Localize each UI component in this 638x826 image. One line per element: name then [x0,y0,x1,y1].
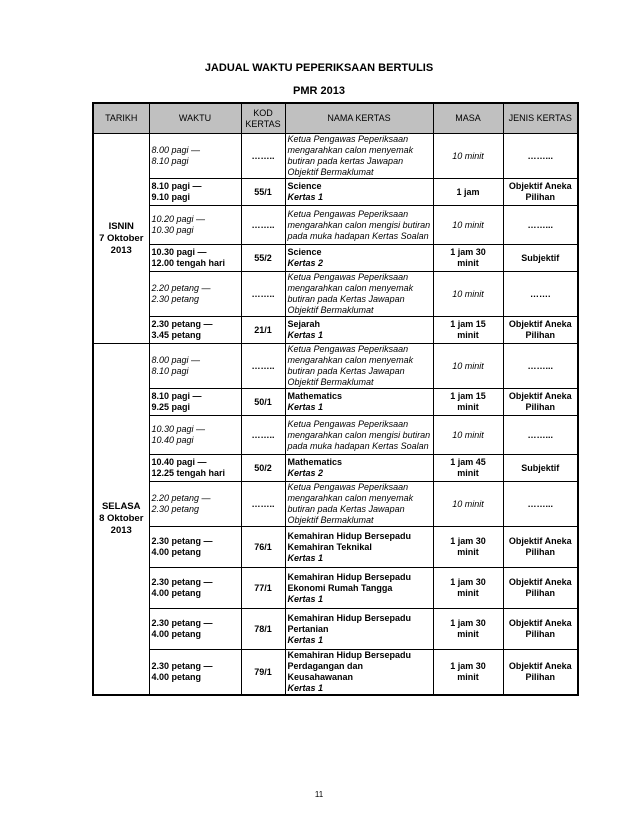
exam-timetable [92,102,579,696]
jenis-kertas-cell: Objektif Aneka Pilihan [503,179,578,206]
subject-name: Science [287,181,322,191]
jenis-kertas-cell: Subjektif [503,455,578,482]
nama-kertas-cell: Ketua Pengawas Peperiksaan mengarahkan calon mengisi butiran pada muka hadapan Kertas Soalan [285,416,433,455]
nama-kertas-cell: Ketua Pengawas Peperiksaan mengarahkan calon menyemak butiran pada Kertas Jawapan Objektif Bermaklumat [285,482,433,527]
jenis-kertas-cell: ……... [503,134,578,179]
waktu-cell: 10.40 pagi — 12.25 tengah hari [149,455,241,482]
waktu-cell: 8.10 pagi — 9.25 pagi [149,389,241,416]
waktu-cell: 2.30 petang — 4.00 petang [149,650,241,696]
jenis-kertas-cell: Objektif Aneka Pilihan [503,527,578,568]
table-row [93,455,578,482]
kod-cell: 55/1 [241,179,285,206]
table-row [93,416,578,455]
header-row [93,103,578,134]
header-kod-kertas: KOD KERTAS [241,103,285,134]
kod-cell: 79/1 [241,650,285,696]
masa-cell: 1 jam 45 minit [433,455,503,482]
kod-cell: 76/1 [241,527,285,568]
kod-cell: …….. [241,206,285,245]
masa-cell: 10 minit [433,482,503,527]
paper-number: Kertas 1 [287,552,324,563]
masa-cell: 1 jam 30 minit [433,609,503,650]
table-row [93,650,578,696]
table-row [93,317,578,344]
masa-cell: 10 minit [433,134,503,179]
kod-cell: 55/2 [241,245,285,272]
nama-kertas-cell [285,455,433,482]
table-row [93,609,578,650]
nama-kertas-cell: Ketua Pengawas Peperiksaan mengarahkan calon menyemak butiran pada Kertas Jawapan Objektif Bermaklumat [285,272,433,317]
waktu-cell: 2.20 petang — 2.30 petang [149,482,241,527]
nama-kertas-cell [285,568,433,609]
nama-kertas-cell: Ketua Pengawas Peperiksaan mengarahkan calon mengisi butiran pada muka hadapan Kertas Soalan [285,206,433,245]
kod-cell: …….. [241,272,285,317]
waktu-cell: 2.30 petang — 4.00 petang [149,609,241,650]
nama-kertas-cell: Ketua Pengawas Peperiksaan mengarahkan calon menyemak butiran pada Kertas Jawapan Objektif Bermaklumat [285,344,433,389]
nama-kertas-cell [285,317,433,344]
jenis-kertas-cell: Objektif Aneka Pilihan [503,568,578,609]
masa-cell: 1 jam [433,179,503,206]
waktu-cell: 2.20 petang — 2.30 petang [149,272,241,317]
jenis-kertas-cell: ……... [503,344,578,389]
waktu-cell: 2.30 petang — 3.45 petang [149,317,241,344]
subject-name: Science [287,247,322,257]
subject-name: Mathematics [287,391,343,401]
paper-number: Kertas 2 [287,468,324,478]
nama-kertas-cell [285,609,433,650]
paper-number: Kertas 2 [287,258,324,268]
table-row [93,568,578,609]
table-row [93,344,578,389]
table-row [93,389,578,416]
jenis-kertas-cell: ……... [503,482,578,527]
waktu-cell: 2.30 petang — 4.00 petang [149,568,241,609]
paper-number: Kertas 1 [287,330,324,340]
jenis-kertas-cell: Objektif Aneka Pilihan [503,650,578,696]
subject-name: Mathematics [287,457,343,467]
date-cell: ISNIN 7 Oktober 2013 [93,134,149,344]
paper-number: Kertas 1 [287,683,324,693]
table-row [93,482,578,527]
header-masa: MASA [433,103,503,134]
waktu-cell: 2.30 petang — 4.00 petang [149,527,241,568]
nama-kertas-cell [285,650,433,696]
masa-cell: 10 minit [433,416,503,455]
table-row [93,179,578,206]
kod-cell: …….. [241,134,285,179]
masa-cell: 1 jam 30 minit [433,650,503,696]
kod-cell: 78/1 [241,609,285,650]
subject-name: Kemahiran Hidup Bersepadu Perdagangan dan Keusahawanan [287,650,412,682]
jenis-kertas-cell: Objektif Aneka Pilihan [503,609,578,650]
jenis-kertas-cell: Objektif Aneka Pilihan [503,389,578,416]
kod-cell: 77/1 [241,568,285,609]
jenis-kertas-cell: Objektif Aneka Pilihan [503,317,578,344]
masa-cell: 10 minit [433,272,503,317]
subject-name: Kemahiran Hidup Bersepadu Kemahiran Teknikal [287,530,412,552]
waktu-cell: 8.00 pagi — 8.10 pagi [149,134,241,179]
subject-name: Kemahiran Hidup Bersepadu Pertanian [287,612,412,634]
masa-cell: 1 jam 30 minit [433,527,503,568]
nama-kertas-cell [285,245,433,272]
kod-cell: …….. [241,416,285,455]
header-jenis-kertas: JENIS KERTAS [503,103,578,134]
subject-name: Kemahiran Hidup Bersepadu Ekonomi Rumah Tangga [287,571,412,593]
paper-number: Kertas 1 [287,192,324,202]
paper-number: Kertas 1 [287,593,324,604]
table-row [93,134,578,179]
masa-cell: 1 jam 15 minit [433,389,503,416]
masa-cell: 10 minit [433,206,503,245]
nama-kertas-cell [285,179,433,206]
table-row [93,245,578,272]
jenis-kertas-cell: ……... [503,206,578,245]
paper-number: Kertas 1 [287,402,324,412]
table-row [93,206,578,245]
table-row [93,272,578,317]
kod-cell: …….. [241,482,285,527]
waktu-cell: 10.20 pagi — 10.30 pagi [149,206,241,245]
waktu-cell: 8.10 pagi — 9.10 pagi [149,179,241,206]
header-waktu: WAKTU [149,103,241,134]
kod-cell: 50/2 [241,455,285,482]
masa-cell: 1 jam 30 minit [433,568,503,609]
subject-name: Sejarah [287,319,321,329]
jenis-kertas-cell: ……. [503,272,578,317]
header-tarikh: TARIKH [93,103,149,134]
waktu-cell: 10.30 pagi — 12.00 tengah hari [149,245,241,272]
document-title: JADUAL WAKTU PEPERIKSAAN BERTULIS [204,62,434,74]
waktu-cell: 8.00 pagi — 8.10 pagi [149,344,241,389]
masa-cell: 1 jam 30 minit [433,245,503,272]
kod-cell: 50/1 [241,389,285,416]
paper-number: Kertas 1 [287,634,324,645]
header-nama-kertas: NAMA KERTAS [285,103,433,134]
nama-kertas-cell [285,527,433,568]
page-number: 11 [314,790,324,799]
waktu-cell: 10.30 pagi — 10.40 pagi [149,416,241,455]
jenis-kertas-cell: ……... [503,416,578,455]
nama-kertas-cell [285,389,433,416]
kod-cell: …….. [241,344,285,389]
date-cell: SELASA 8 Oktober 2013 [93,344,149,696]
table-row [93,527,578,568]
nama-kertas-cell: Ketua Pengawas Peperiksaan mengarahkan calon menyemak butiran pada kertas Jawapan Objektif Bermaklumat [285,134,433,179]
kod-cell: 21/1 [241,317,285,344]
jenis-kertas-cell: Subjektif [503,245,578,272]
masa-cell: 1 jam 15 minit [433,317,503,344]
masa-cell: 10 minit [433,344,503,389]
document-subtitle: PMR 2013 [293,85,345,97]
